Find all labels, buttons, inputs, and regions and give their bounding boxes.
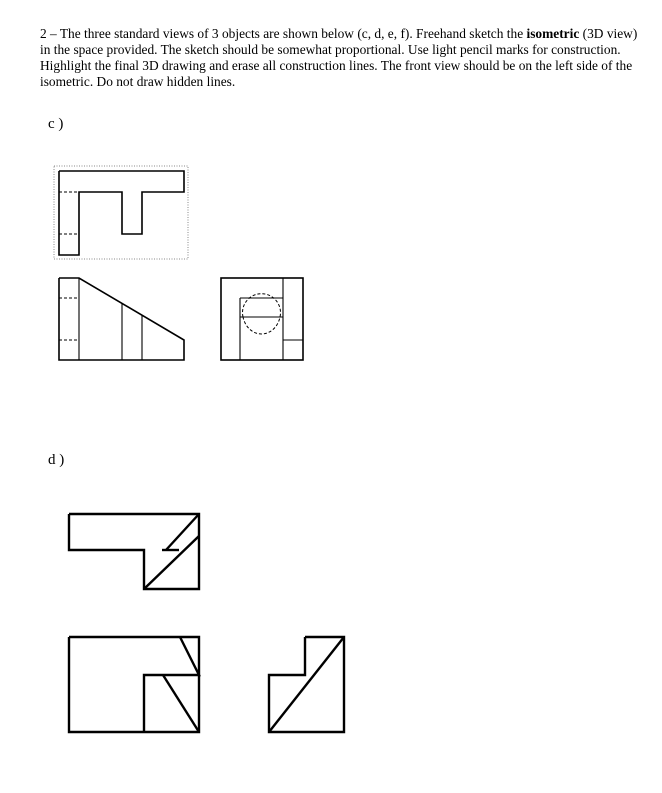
problem-d-top-view	[69, 514, 199, 589]
top-view-outline	[59, 171, 184, 255]
problem-d-front-view	[69, 637, 199, 732]
edge-line	[166, 514, 199, 550]
edge-line	[163, 675, 199, 732]
front-view-outline	[69, 637, 199, 732]
top-view-outline	[69, 514, 199, 589]
edge-line	[269, 637, 344, 732]
label-problem-d: d )	[48, 452, 65, 468]
hidden-arc	[242, 294, 280, 334]
problem-c-top-view[interactable]	[54, 166, 188, 259]
instructions-bold-term: isometric	[526, 26, 580, 41]
instructions-lead: 2 – The three standard views of 3 objects are shown below (c, d, e, f). Freehand sketch the	[40, 26, 527, 41]
instructions-tail: (3D view) in the space provided. The sketch should be somewhat proportional. Use light pencil marks for construction. Highlight the final 3D drawing and erase all construction lines. The front view should be on the left side of the isometric. Do not draw hidden lines.	[40, 26, 638, 89]
side-view-outline	[221, 278, 303, 360]
problem-c-side-view	[221, 278, 303, 360]
selection-box	[54, 166, 188, 259]
problem-d-side-view	[269, 637, 344, 732]
label-problem-c: c )	[48, 116, 64, 132]
problem-c-front-view	[59, 278, 184, 360]
